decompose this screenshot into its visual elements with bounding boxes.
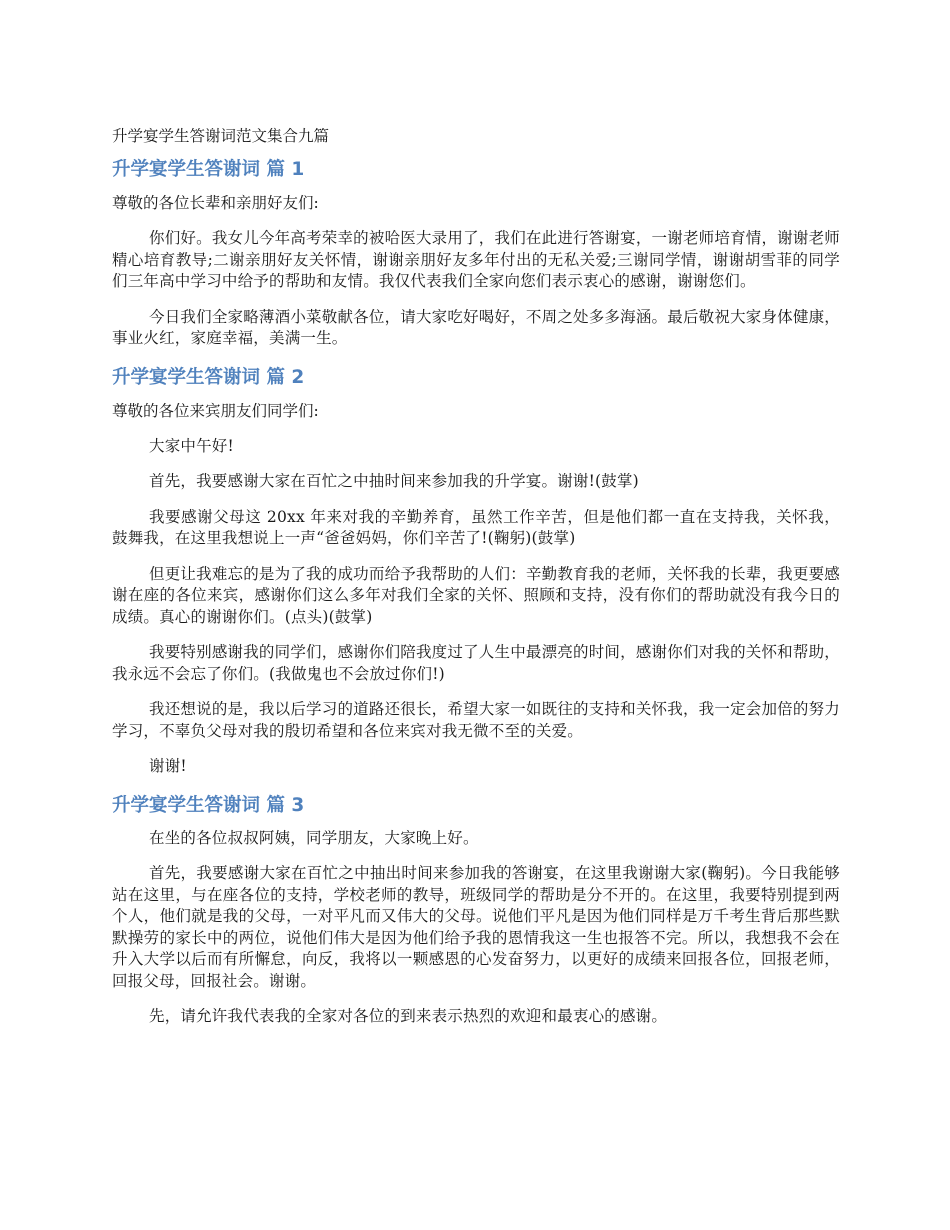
paragraph: 在坐的各位叔叔阿姨，同学朋友，大家晚上好。 bbox=[149, 828, 479, 847]
section-1 bbox=[112, 156, 840, 350]
paragraph: 大家中午好! bbox=[149, 436, 234, 455]
paragraph: 我要感谢父母这 20xx 年来对我的辛勤养育，虽然工作辛苦，但是他们都一直在支持我，关怀我，鼓舞我，在这里我想说上一声“爸爸妈妈，你们辛苦了!(鞠躬)(鼓掌) bbox=[112, 507, 840, 547]
paragraph: 今日我们全家略薄酒小菜敬献各位，请大家吃好喝好，不周之处多多海涵。最后敬祝大家身体健康，事业火红，家庭幸福，美满一生。 bbox=[112, 307, 840, 347]
section-heading-2: 升学宴学生答谢词 篇 2 bbox=[112, 366, 305, 388]
paragraph: 你们好。我女儿今年高考荣幸的被哈医大录用了，我们在此进行答谢宴，一谢老师培育情，谢谢老师精心培育教导;二谢亲朋好友关怀情，谢谢亲朋好友多年付出的无私关爱;三谢同学情，谢谢胡雪菲的同学们三年高中学习中给予的帮助和友情。我仅代表我们全家向您们表示衷心的感谢，谢谢您们。 bbox=[112, 229, 840, 290]
paragraph: 但更让我难忘的是为了我的成功而给予我帮助的人们：辛勤教育我的老师，关怀我的长辈，我更要感谢在座的各位来宾，感谢你们这么多年对我们全家的关怀、照顾和支持，没有你们的帮助就没有我今日的成绩。真心的谢谢你们。(点头)(鼓掌) bbox=[112, 564, 840, 626]
section-heading-1: 升学宴学生答谢词 篇 1 bbox=[112, 159, 305, 180]
document-page bbox=[112, 124, 840, 1042]
section-2-salutation: 尊敬的各位来宾朋友们同学们: bbox=[112, 401, 319, 420]
paragraph: 谢谢! bbox=[149, 757, 187, 775]
section-1-salutation: 尊敬的各位长辈和亲朋好友们: bbox=[112, 194, 319, 212]
section-3 bbox=[112, 792, 840, 1028]
paragraph: 先，请允许我代表我的全家对各位的到来表示热烈的欢迎和最衷心的感谢。 bbox=[149, 1007, 668, 1025]
paragraph: 首先，我要感谢大家在百忙之中抽出时间来参加我的答谢宴，在这里我谢谢大家(鞠躬)。今日我能够站在这里，与在座各位的支持，学校老师的教导，班级同学的帮助是分不开的。在这里，我要特别提到两个人，他们就是我的父母，一对平凡而又伟大的父母。说他们平凡是因为他们同样是万千考生背后那些默默操劳的家长中的两位，说他们伟大是因为他们给予我的恩情我这一生也报答不完。所以，我想我不会在升入大学以后而有所懈怠，向反，我将以一颗感恩的心发奋努力，以更好的成绩来回报各位，回报老师，回报父母，回报社会。谢谢。 bbox=[112, 864, 840, 990]
paragraph: 首先，我要感谢大家在百忙之中抽时间来参加我的升学宴。谢谢!(鼓掌) bbox=[149, 472, 639, 490]
section-2 bbox=[112, 364, 840, 778]
paragraph: 我要特别感谢我的同学们，感谢你们陪我度过了人生中最漂亮的时间，感谢你们对我的关怀和帮助，我永远不会忘了你们。(我做鬼也不会放过你们!) bbox=[112, 643, 840, 683]
paragraph: 我还想说的是，我以后学习的道路还很长，希望大家一如既往的支持和关怀我，我一定会加倍的努力学习，不辜负父母对我的殷切希望和各位来宾对我无微不至的关爱。 bbox=[112, 700, 840, 740]
section-heading-3: 升学宴学生答谢词 篇 3 bbox=[112, 794, 305, 816]
document-title: 升学宴学生答谢词范文集合九篇 bbox=[112, 127, 330, 145]
